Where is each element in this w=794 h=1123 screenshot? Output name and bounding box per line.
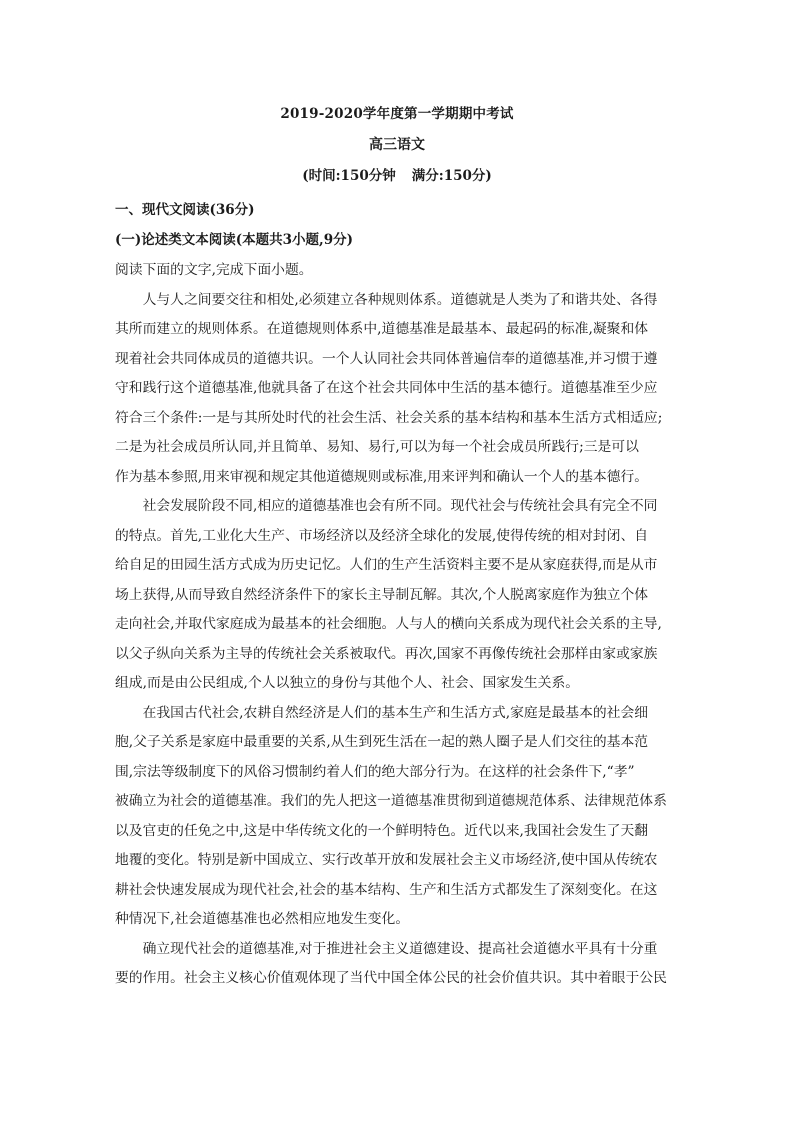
text-line: 作为基本参照,用来审视和规定其他道德规则或标准,用来评判和确认一个人的基本德行。	[115, 468, 649, 485]
text-line: 围,宗法等级制度下的风俗习惯制约着人们的绝大部分行为。在这样的社会条件下,“孝”	[115, 763, 635, 780]
exam-score: 满分:150分)	[411, 168, 492, 184]
text-line: 社会发展阶段不同,相应的道德基准也会有所不同。现代社会与传统社会具有完全不同	[142, 498, 658, 514]
paragraph-2	[115, 492, 681, 699]
exam-time: (时间:150分钟	[302, 168, 396, 184]
paragraph-3	[115, 699, 681, 935]
passage	[115, 256, 681, 994]
text-line: 人与人之间要交往和相处,必须建立各种规则体系。道德就是人类为了和谐共处、各得	[142, 291, 658, 308]
text-line: 给自足的田园生活方式成为历史记忆。人们的生产生活资料主要不是从家庭获得,而是从市	[115, 557, 658, 573]
section-heading: 一、现代文阅读(36分)	[115, 202, 255, 218]
exam-subject: 高三语文	[369, 137, 425, 153]
text-line: 以及官吏的任免之中,这是中华传统文化的一个鲜明特色。近代以来,我国社会发生了天翻	[115, 822, 649, 839]
instruction-text: 阅读下面的文字,完成下面小题。	[115, 262, 313, 278]
text-line: 耕社会快速发展成为现代社会,社会的基本结构、生产和生活方式都发生了深刻变化。在这	[115, 881, 658, 898]
text-line: 组成,而是由公民组成,个人以独立的身份与其他个人、社会、国家发生关系。	[115, 675, 580, 691]
text-line: 以父子纵向关系为主导的传统社会关系被取代。再次,国家不再像传统社会那样由家或家族	[115, 645, 658, 662]
text-line: 守和践行这个道德基准,他就具备了在这个社会共同体中生活的基本德行。道德基准至少应	[115, 380, 658, 396]
text-line: 场上获得,从而导致自然经济条件下的家长主导制瓦解。其次,个人脱离家庭作为独立个体	[115, 586, 649, 603]
text-line: 符合三个条件:一是与其所处时代的社会生活、社会关系的基本结构和基本生活方式相适应;	[115, 409, 663, 426]
paragraph-1	[115, 286, 681, 493]
text-line: 的特点。首先,工业化大生产、市场经济以及经济全球化的发展,使得传统的相对封闭、自	[115, 527, 649, 544]
text-line: 要的作用。社会主义核心价值观体现了当代中国全体公民的社会价值共识。其中着眼于公民	[115, 970, 667, 986]
subsection-heading: (一)论述类文本阅读(本题共3小题,9分)	[115, 232, 354, 248]
exam-meta	[0, 164, 794, 184]
text-line: 地覆的变化。特别是新中国成立、实行改革开放和发展社会主义市场经济,使中国从传统农	[115, 852, 658, 868]
text-line: 走向社会,并取代家庭成为最基本的社会细胞。人与人的横向关系成为现代社会关系的主导,	[115, 616, 662, 632]
text-line: 现着社会共同体成员的道德共识。一个人认同社会共同体普遍信奉的道德基准,并习惯于遵	[115, 350, 658, 367]
text-line: 确立现代社会的道德基准,对于推进社会主义道德建设、提高社会道德水平具有十分重	[142, 940, 658, 957]
text-line: 被确立为社会的道德基准。我们的先人把这一道德基准贯彻到道德规范体系、法律规范体系	[115, 793, 667, 809]
paragraph-4	[115, 935, 681, 994]
text-line: 种情况下,社会道德基准也必然相应地发生变化。	[115, 911, 410, 927]
exam-title: 2019-2020学年度第一学期期中考试	[280, 106, 514, 122]
text-line: 其所而建立的规则体系。在道德规则体系中,道德基准是最基本、最起码的标准,凝聚和体	[115, 321, 649, 337]
text-line: 在我国古代社会,农耕自然经济是人们的基本生产和生活方式,家庭是最基本的社会细	[142, 704, 649, 721]
text-line: 胞,父子关系是家庭中最重要的关系,从生到死生活在一起的熟人圈子是人们交往的基本范	[115, 734, 649, 750]
text-line: 二是为社会成员所认同,并且简单、易知、易行,可以为每一个社会成员所践行;三是可以	[115, 439, 639, 455]
